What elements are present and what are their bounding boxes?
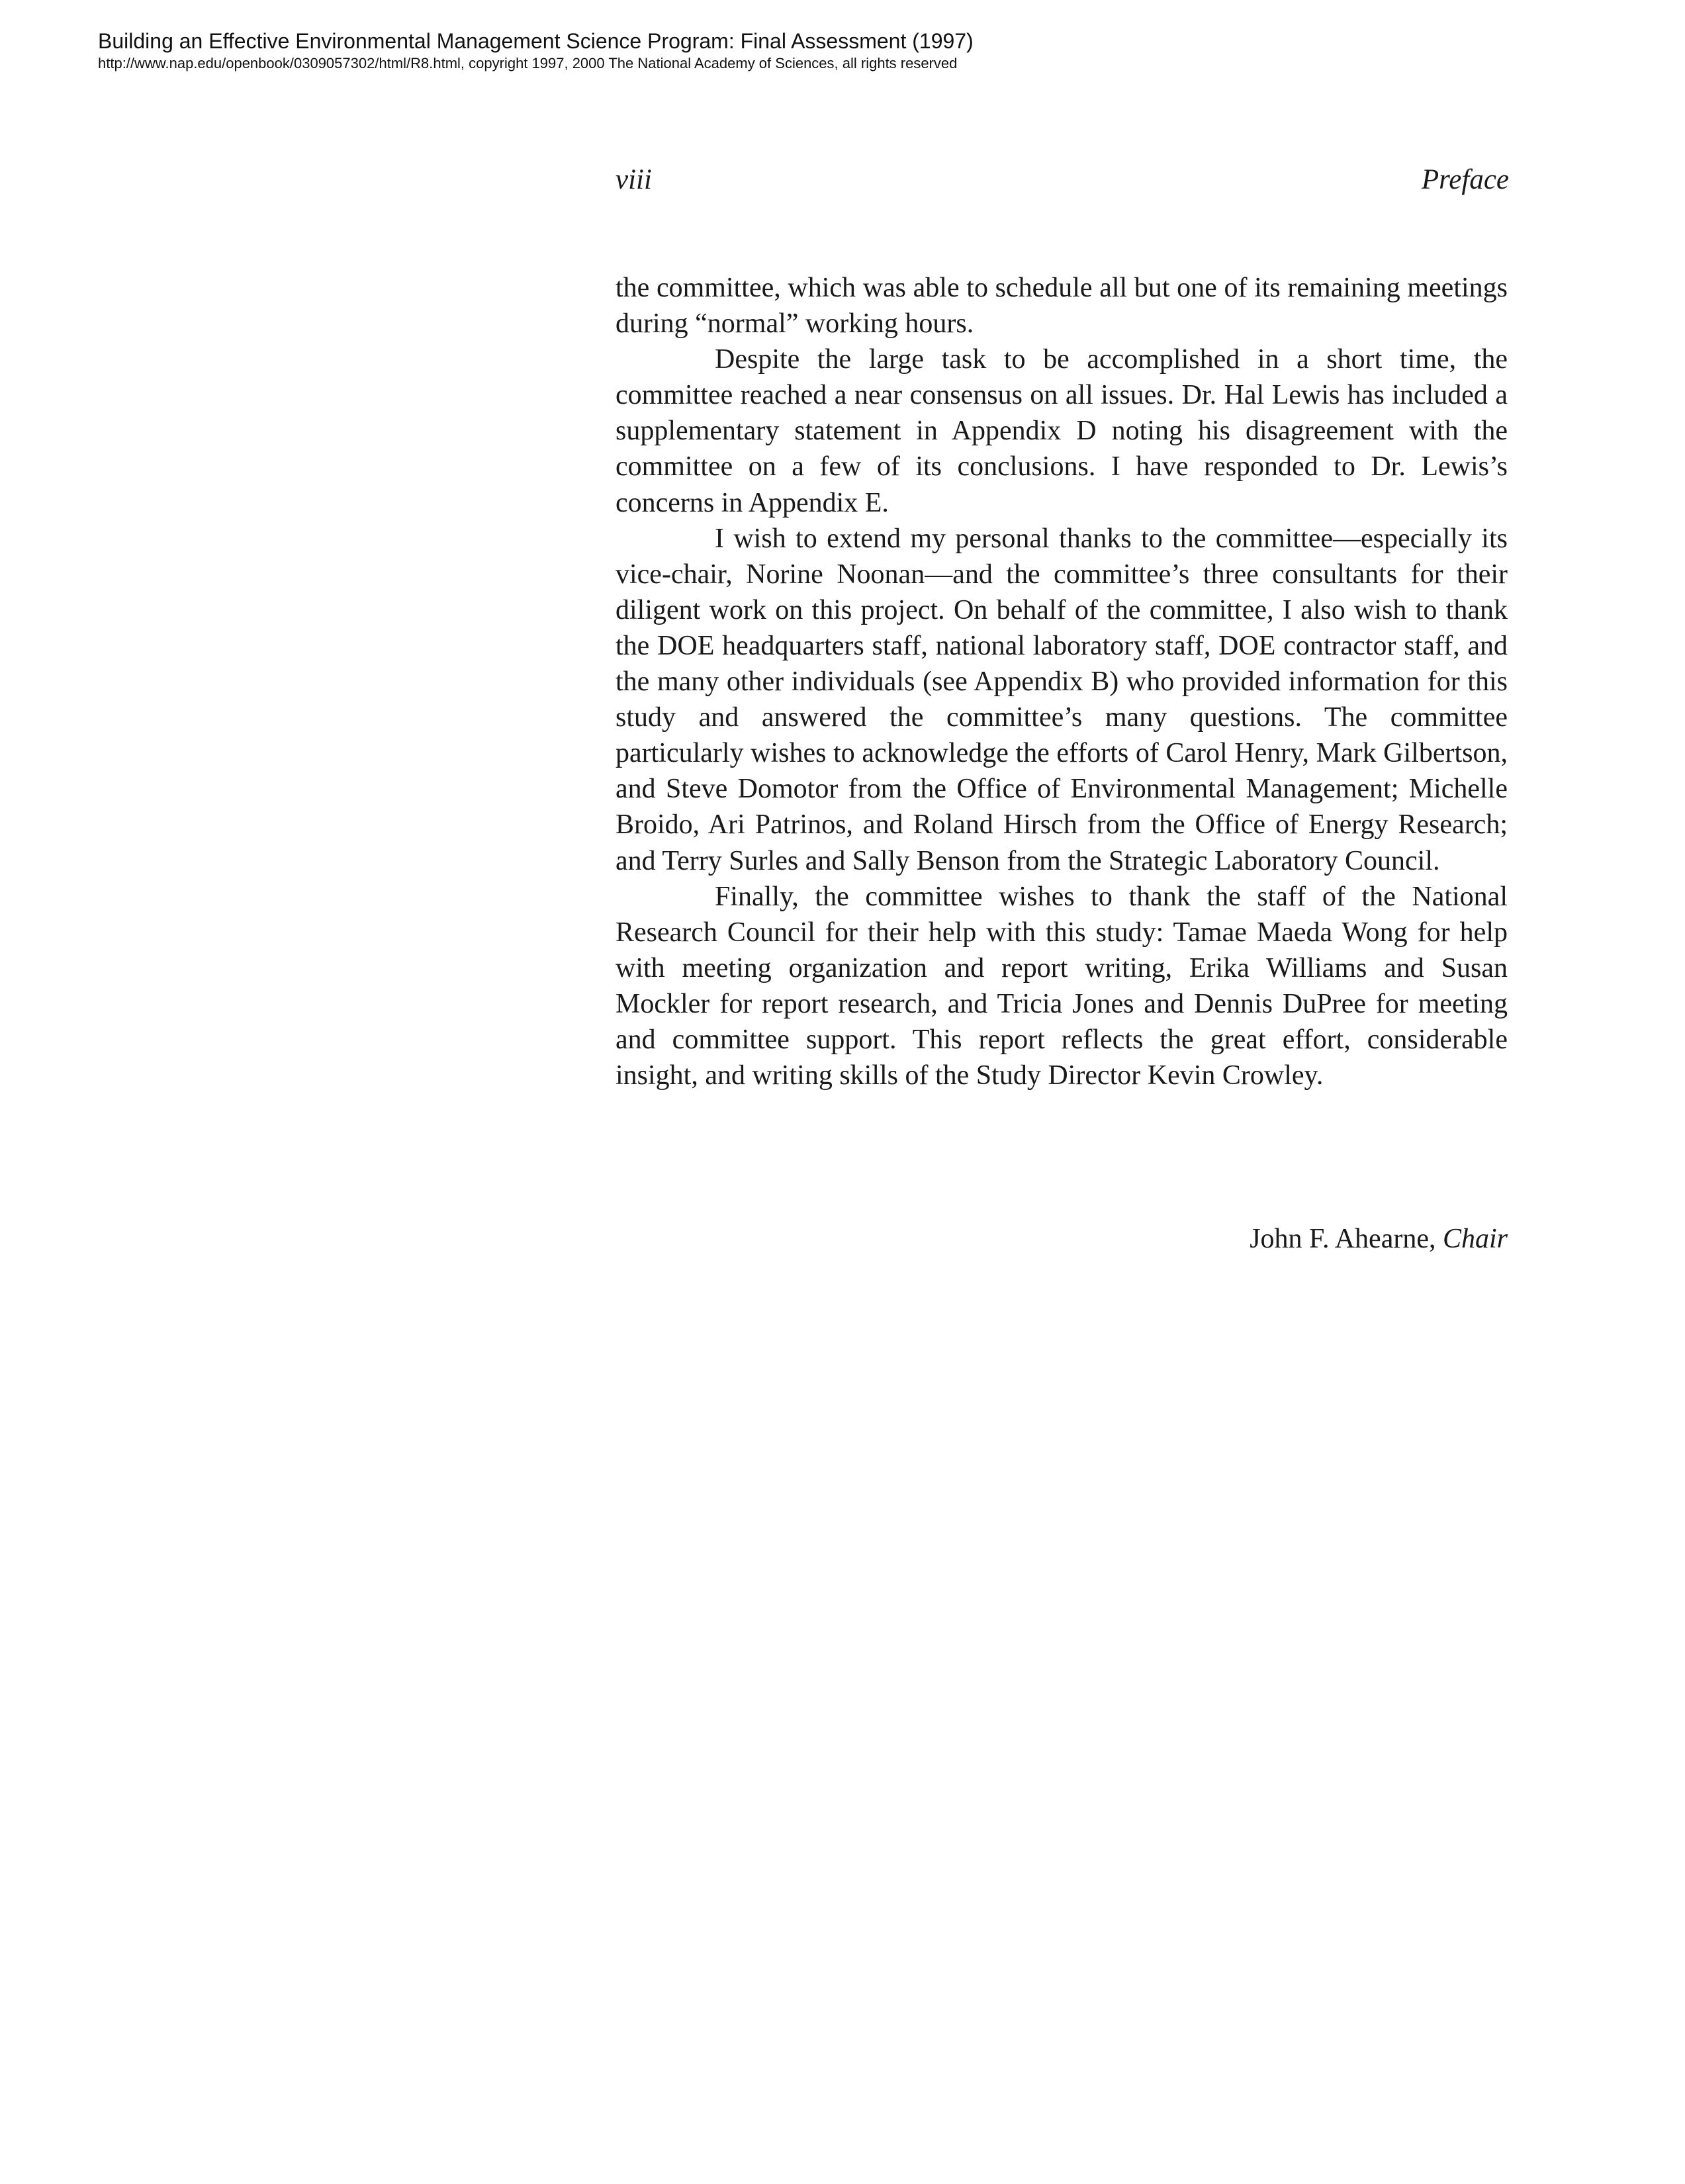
signature [615,1220,1508,1257]
page-number: viii [615,164,652,195]
page-head [615,160,1509,200]
paragraph-consensus: Despite the large task to be accomplished in a short time, the committee reached a near consensus on all issues. Dr. Hal Lewis has included a supplementary statement in Appendix D noting his disagreement with the committee on a few of its conclusions. I have responded to Dr. Lewis’s concerns in Appendix E. [615,344,1508,518]
body-text [615,270,1508,1093]
paragraph-continued: the committee, which was able to schedule all but one of its remaining meetings during “normal” working hours. [615,273,1508,340]
source-header [98,28,1620,73]
document-source-title: Building an Effective Environmental Management Science Program: Final Assessment (1997) [98,29,974,53]
signature-name: John F. Ahearne, [1250,1224,1436,1254]
running-head: Preface [1421,164,1509,195]
paragraph-staff-thanks: Finally, the committee wishes to thank the staff of the National Research Council for their help with this study: Tamae Maeda Wong for help with meeting organization and report writing, Erika Williams and Susan Mockler for report research, and Tricia Jones and Dennis DuPree for meeting and committee support. This report reflects the great effort, considerable insight, and writing skills of the Study Director Kevin Crowley. [615,881,1508,1091]
paragraph-thanks: I wish to extend my personal thanks to the committee—especially its vice-chair, Norine Noonan—and the committee’s three consultants for their diligent work on this project. On behalf of the committee, I also wish to thank the DOE headquarters staff, national laboratory staff, DOE contractor staff, and the many other individuals (see Appendix B) who provided information for this study and answered the committee’s many questions. The committee particularly wishes to acknowledge the efforts of Carol Henry, Mark Gilbertson, and Steve Domotor from the Office of Environmental Management; Michelle Broido, Ari Patrinos, and Roland Hirsch from the Office of Energy Research; and Terry Surles and Sally Benson from the Strategic Laboratory Council. [615,523,1508,876]
signature-role: Chair [1442,1224,1508,1254]
document-source-url: http://www.nap.edu/openbook/0309057302/html/R8.html, copyright 1997, 2000 The National Academy of Sciences, all rights reserved [98,55,958,71]
